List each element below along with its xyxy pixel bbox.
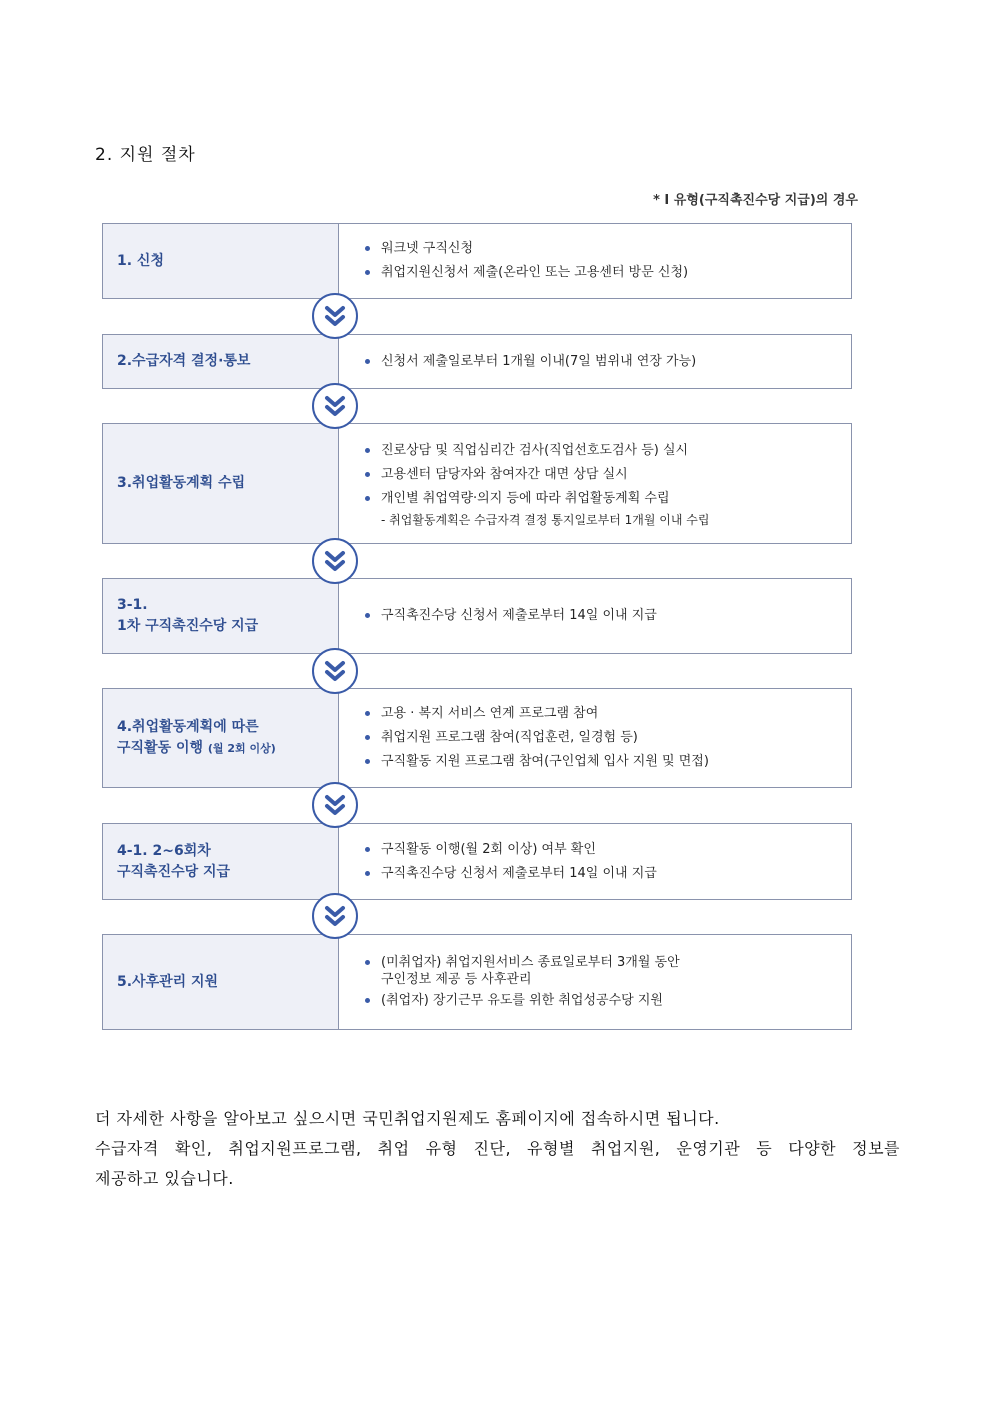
chevron-double-down-icon [312,782,358,828]
step-4-1 [102,823,852,900]
bullet-text: (미취업자) 취업지원서비스 종료일로부터 3개월 동안 [381,955,680,970]
step-label-line: 4-1. 2~6회차 [117,842,211,859]
step-3 [102,423,852,544]
step-4 [102,688,852,788]
step-label [103,824,339,899]
section-title: 2. 지원 절차 [95,145,196,165]
step-body [339,689,851,787]
step-3-1 [102,578,852,654]
bullet-item: 구직촉진수당 신청서 제출로부터 14일 이내 지급 [365,604,851,628]
step-label-small: (월 2회 이상) [207,742,276,755]
type-note: * I 유형(구직촉진수당 지급)의 경우 [653,193,858,208]
step-label-line: 1. 신청 [117,252,164,269]
chevron-double-down-icon [312,893,358,939]
step-label [103,424,339,543]
bullet-item: 개인별 취업역량·의지 등에 따라 취업활동계획 수립 [365,487,851,511]
bullet-item: 신청서 제출일로부터 1개월 이내(7일 범위내 연장 가능) [365,350,851,374]
chevron-double-down-icon [312,383,358,429]
step-label [103,224,339,298]
bullet-item: 워크넷 구직신청 [365,237,851,261]
step-label [103,935,339,1029]
step-1 [102,223,852,299]
bullet-item: 취업지원신청서 제출(온라인 또는 고용센터 방문 신청) [365,261,851,285]
step-label-line: 구직활동 이행 [117,740,204,756]
info-paragraph-line-2: 수급자격 확인, 취업지원프로그램, 취업 유형 진단, 유형별 취업지원, 운영기관 등 다양한 정보를 [95,1139,900,1158]
bullet-item: 고용 · 복지 서비스 연계 프로그램 참여 [365,702,851,726]
sub-note: - 취업활동계획은 수급자격 결정 통지일로부터 1개월 이내 수립 [381,512,710,527]
bullet-continuation: 구인정보 제공 등 사후관리 [381,972,532,987]
step-5 [102,934,852,1030]
step-body [339,224,851,298]
bullet-item [365,951,851,989]
step-body [339,424,851,543]
step-2 [102,334,852,389]
bullet-item: 구직촉진수당 신청서 제출로부터 14일 이내 지급 [365,862,851,886]
step-label-line: 5.사후관리 지원 [117,973,219,990]
info-paragraph-line-3: 제공하고 있습니다. [95,1169,234,1188]
step-body [339,824,851,899]
step-label-line: 4.취업활동계획에 따른 [117,719,259,735]
step-body [339,935,851,1029]
step-label [103,335,339,388]
bullet-item: (취업자) 장기근무 유도를 위한 취업성공수당 지원 [365,989,851,1013]
bullet-item: 고용센터 담당자와 참여자간 대면 상담 실시 [365,463,851,487]
step-label-line: 구직촉진수당 지급 [117,863,231,880]
step-body [339,579,851,653]
step-label-line: 3-1. [117,597,148,613]
bullet-item: 취업지원 프로그램 참여(직업훈련, 일경험 등) [365,726,851,750]
step-label-line: 1차 구직촉진수당 지급 [117,618,259,634]
step-label-line: 3.취업활동계획 수립 [117,475,246,491]
step-label [103,689,339,787]
info-paragraph-line-1: 더 자세한 사항을 알아보고 싶으시면 국민취업지원제도 홈페이지에 접속하시면 됩니다. [95,1109,720,1128]
step-body [339,335,851,388]
chevron-double-down-icon [312,538,358,584]
bullet-item: 구직활동 지원 프로그램 참여(구인업체 입사 지원 및 면접) [365,750,851,774]
bullet-item: 구직활동 이행(월 2회 이상) 여부 확인 [365,838,851,862]
bullet-item: 진로상담 및 직업심리간 검사(직업선호도검사 등) 실시 [365,439,851,463]
chevron-double-down-icon [312,648,358,694]
chevron-double-down-icon [312,293,358,339]
step-label-line: 2.수급자격 결정·통보 [117,353,251,369]
step-label [103,579,339,653]
